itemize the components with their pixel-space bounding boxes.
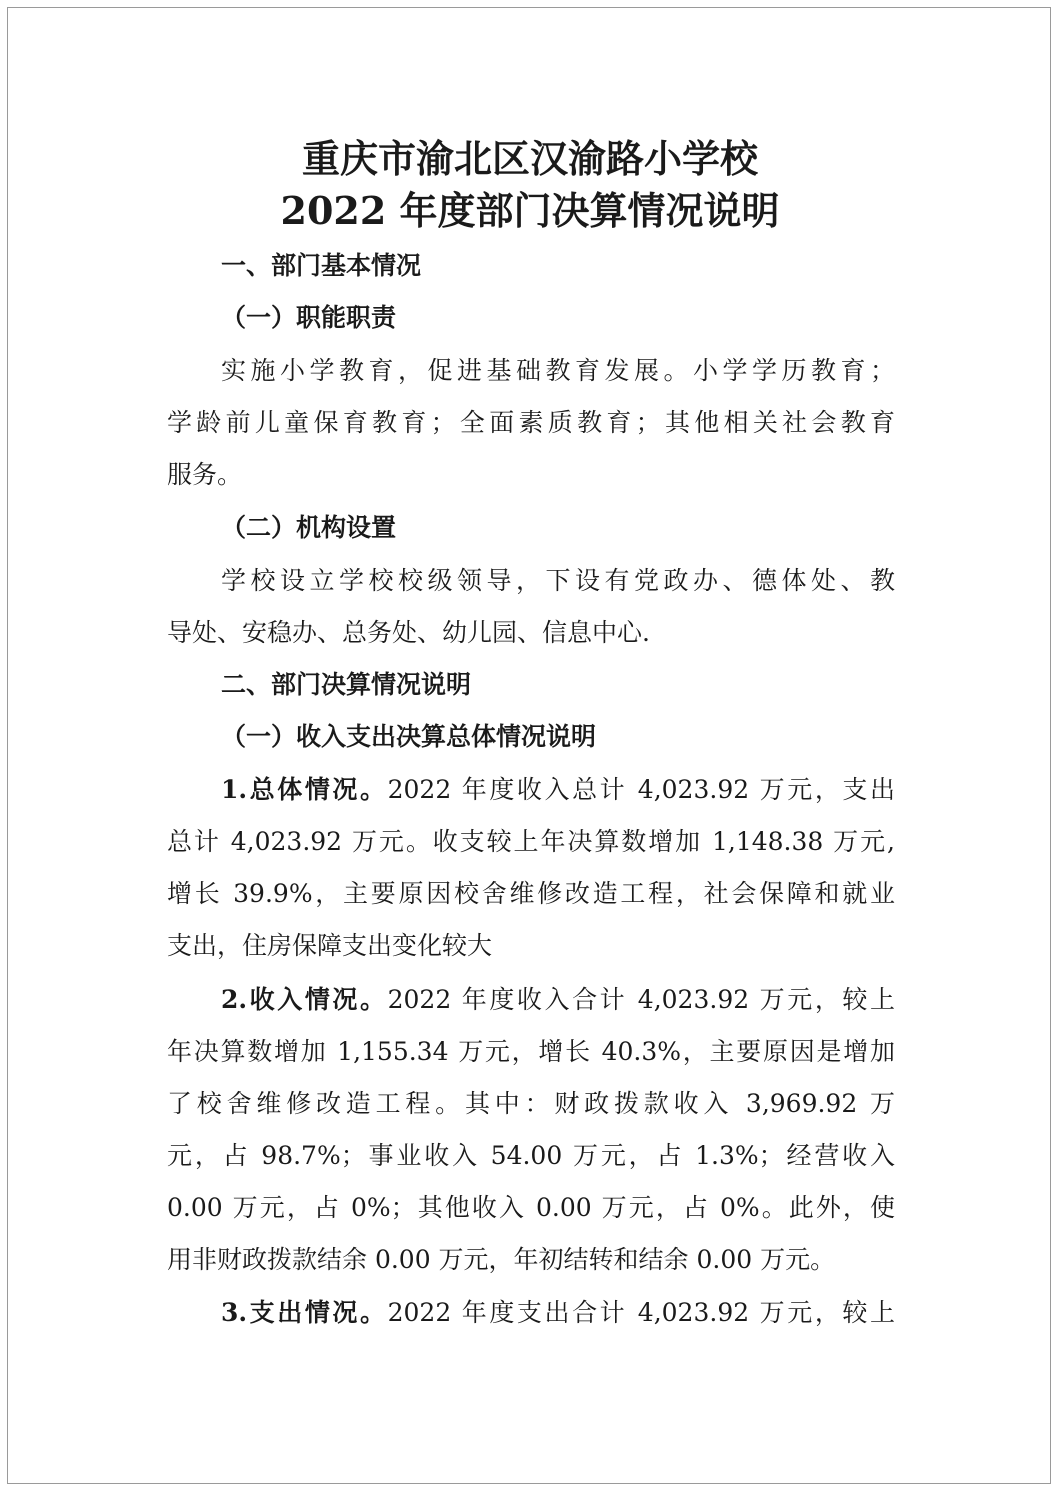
paragraph-line: 用非财政拨款结余 0.00 万元，年初结转和结余 0.00 万元。 xyxy=(167,1245,836,1274)
document-title-line2: 2022 年度部门决算情况说明 xyxy=(280,188,780,233)
document-title-line1: 重庆市渝北区汉渝路小学校 xyxy=(301,136,758,181)
paragraph-line: 元，占 98.7%；事业收入 54.00 万元，占 1.3%；经营收入 xyxy=(167,1141,895,1170)
paragraph-line: 服务。 xyxy=(167,460,243,489)
paragraph-line: 年决算数增加 1,155.34 万元，增长 40.3%，主要原因是增加 xyxy=(167,1037,895,1066)
paragraph-line xyxy=(221,985,895,1015)
paragraph-line: 了校舍维修改造工程。其中：财政拨款收入 3,969.92 万 xyxy=(167,1089,895,1118)
paragraph-line: 总计 4,023.92 万元。收支较上年决算数增加 1,148.38 万元, xyxy=(167,827,895,856)
paragraph-line: 实施小学教育，促进基础教育发展。小学学历教育； xyxy=(221,356,895,385)
paragraph-lead: 2.收入情况。 xyxy=(221,985,388,1014)
section1-heading: 一、部门基本情况 xyxy=(221,251,422,280)
paragraph-text: 2022 年度收入合计 4,023.92 万元，较上 xyxy=(387,985,895,1014)
paragraph-line: 导处、安稳办、总务处、幼儿园、信息中心. xyxy=(167,618,650,647)
section1-sub1-heading: （一）职能职责 xyxy=(221,303,397,332)
paragraph-line xyxy=(221,1298,895,1328)
paragraph-text: 2022 年度支出合计 4,023.92 万元，较上 xyxy=(387,1298,895,1327)
section2-heading: 二、部门决算情况说明 xyxy=(221,670,472,699)
paragraph-lead: 3.支出情况。 xyxy=(221,1298,388,1327)
paragraph-line: 0.00 万元，占 0%；其他收入 0.00 万元，占 0%。此外，使 xyxy=(167,1193,895,1222)
paragraph-lead: 1.总体情况。 xyxy=(221,775,388,804)
section2-sub1-heading: （一）收入支出决算总体情况说明 xyxy=(221,722,597,751)
paragraph-line: 学龄前儿童保育教育；全面素质教育；其他相关社会教育 xyxy=(167,408,895,437)
paragraph-line: 增长 39.9%，主要原因校舍维修改造工程，社会保障和就业 xyxy=(167,879,895,908)
paragraph-line xyxy=(221,775,895,805)
paragraph-line: 学校设立学校校级领导，下设有党政办、德体处、教 xyxy=(221,566,895,595)
paragraph-text: 2022 年度收入总计 4,023.92 万元，支出 xyxy=(387,775,895,804)
section1-sub2-heading: （二）机构设置 xyxy=(221,513,397,542)
paragraph-line: 支出，住房保障支出变化较大 xyxy=(167,931,493,960)
